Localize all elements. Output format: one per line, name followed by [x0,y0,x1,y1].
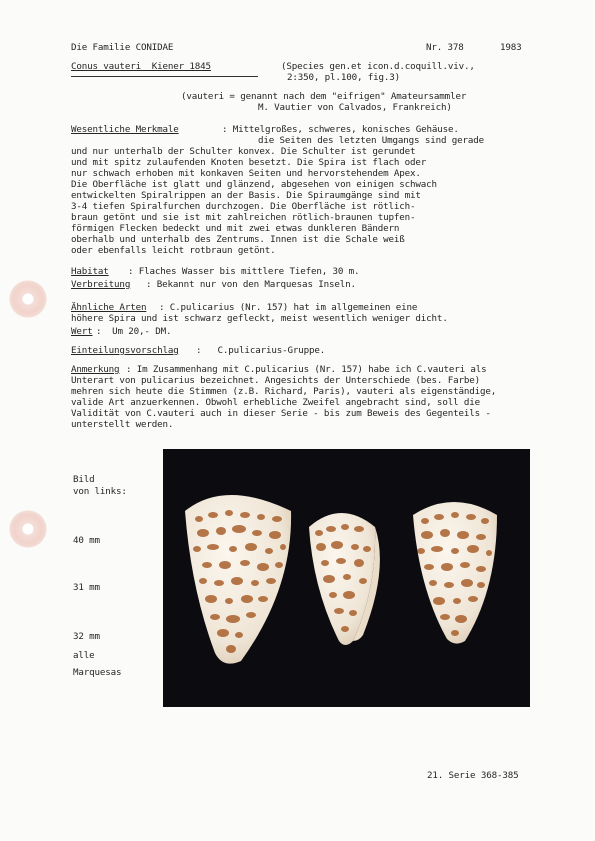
family-title: Die Familie CONIDAE [71,42,174,53]
shell-right [413,502,497,644]
merkmale-line: und nur unterhalb der Schulter konvex. Die Schulter ist gerundet [71,146,416,157]
shell-size-middle: 31 mm [73,582,100,593]
shell-size-left: 40 mm [73,535,100,546]
merkmale-line: oberhalb und unterhalb des Zentrums. Innen ist die Schale weiß [71,234,405,245]
shell-size-right: 32 mm [73,631,100,642]
locality-label: Marquesas [73,667,122,678]
merkmale-line: Die Oberfläche ist glatt und glänzend, abgesehen von einigen schwach [71,179,437,190]
merkmale-line: 3-4 tiefen Spiralfurchen durchzogen. Die Oberfläche ist rötlich- [71,201,416,212]
locality-label: alle [73,650,95,661]
punch-hole-top [9,280,47,318]
merkmale-line: die Seiten des letzten Umgangs sind gerade [258,135,485,146]
anmerkung-line: Validität von C.vauteri auch in dieser Serie - bis zum Beweis des Gegenteils - [71,408,491,419]
merkmale-line: oder ebenfalls leicht rotbraun getönt. [71,245,276,256]
etymology-line-2: M. Vautier von Calvados, Frankreich) [258,102,452,113]
bild-label: Bild [73,474,95,485]
aehnliche-line: : C.pulicarius (Nr. 157) hat im allgemeinen eine [159,302,418,313]
species-name-underline [71,76,258,77]
einteilung-label: Einteilungsvorschlag [71,345,179,356]
anmerkung-line: mehren sich heute die Stimmen (z.B. Richard, Paris), vauteri als eigenständige, [71,386,497,397]
merkmale-line: und mit spitz zulaufenden Knoten besetzt. Die Spira ist flach oder [71,157,427,168]
aehnliche-line: höhere Spira und ist schwarz gefleckt, meist wesentlich weniger dicht. [71,313,448,324]
merkmale-line: nur schwach erhoben mit konkaven Seiten und hervorstehendem Apex. [71,168,421,179]
anmerkung-label: Anmerkung [71,364,120,375]
wert-text: : Um 20,- DM. [96,326,172,337]
merkmale-line: entwickelten Spiralrippen an der Basis. Die Spiraumgänge sind mit [71,190,421,201]
shell-middle [309,513,380,645]
verbreitung-text: : Bekannt nur von den Marquesas Inseln. [146,279,356,290]
einteilung-text: : C.pulicarius-Gruppe. [196,345,326,356]
habitat-label: Habitat [71,266,109,277]
aehnliche-label: Ähnliche Arten [71,302,147,313]
species-name: Conus vauteri Kiener 1845 [71,61,211,72]
species-reference-2: 2:350, pl.100, fig.3) [287,72,401,83]
merkmale-line: braun getönt und sie ist mit zahlreichen rötlich-braunen tupfen- [71,212,416,223]
anmerkung-line: unterstellt werden. [71,419,174,430]
anmerkung-line: Unterart von pulicarius bezeichnet. Angesichts der Unterschiede (bes. Farbe) [71,375,480,386]
habitat-text: : Flaches Wasser bis mittlere Tiefen, 30 m. [128,266,360,277]
verbreitung-label: Verbreitung [71,279,131,290]
punch-hole-bottom [9,510,47,548]
merkmale-label: Wesentliche Merkmale [71,124,179,135]
bild-label: von links: [73,486,127,497]
etymology-line-1: (vauteri = genannt nach dem "eifrigen" Amateursammler [181,91,467,102]
merkmale-line: förmigen Flecken bedeckt und mit zwei etwas dunkleren Bändern [71,223,400,234]
species-reference-1: (Species gen.et icon.d.coquill.viv., [281,61,475,72]
anmerkung-line: valide Art anzuerkennen. Obwohl erhebliche Zweifel angebracht sind, soll die [71,397,480,408]
shell-left [185,495,291,664]
catalog-year: 1983 [500,42,522,53]
catalog-number: Nr. 378 [426,42,464,53]
wert-label: Wert [71,326,93,337]
anmerkung-line: : Im Zusammenhang mit C.pulicarius (Nr. 157) habe ich C.vauteri als [126,364,487,375]
merkmale-line: : Mittelgroßes, schweres, konisches Gehäuse. [222,124,459,135]
shell-photograph [163,449,530,707]
series-footer: 21. Serie 368-385 [427,770,519,781]
